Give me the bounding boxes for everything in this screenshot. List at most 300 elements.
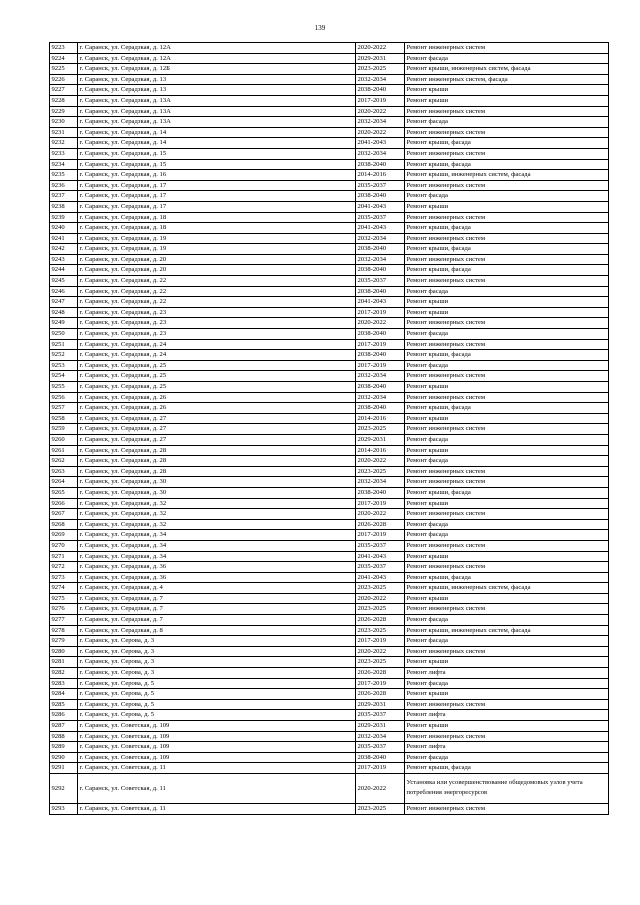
row-number: 9282 xyxy=(50,668,78,679)
table-row xyxy=(50,191,609,202)
table-row xyxy=(50,339,609,350)
row-number: 9240 xyxy=(50,223,78,234)
row-number: 9272 xyxy=(50,562,78,573)
period-cell: 2038-2040 xyxy=(356,244,405,255)
address-cell: г. Саранск, ул. Серадзкая, д. 27 xyxy=(78,413,356,424)
row-number: 9278 xyxy=(50,625,78,636)
period-cell: 2017-2019 xyxy=(356,95,405,106)
row-number: 9268 xyxy=(50,519,78,530)
address-cell: г. Саранск, ул. Серадзкая, д. 26 xyxy=(78,403,356,414)
work-type-cell: Ремонт крыши xyxy=(405,307,609,318)
table-row xyxy=(50,477,609,488)
work-type-cell: Ремонт фасада xyxy=(405,434,609,445)
period-cell: 2020-2022 xyxy=(356,593,405,604)
work-type-cell: Ремонт крыши xyxy=(405,657,609,668)
table-row xyxy=(50,286,609,297)
period-cell: 2035-2037 xyxy=(356,562,405,573)
table-row xyxy=(50,170,609,181)
address-cell: г. Саранск, ул. Серадзкая, д. 30 xyxy=(78,477,356,488)
row-number: 9243 xyxy=(50,254,78,265)
table-row xyxy=(50,615,609,626)
table-row xyxy=(50,509,609,520)
table-row xyxy=(50,731,609,742)
period-cell: 2032-2034 xyxy=(356,254,405,265)
row-number: 9265 xyxy=(50,487,78,498)
row-number: 9231 xyxy=(50,127,78,138)
period-cell: 2029-2031 xyxy=(356,721,405,732)
work-type-cell: Ремонт крыши, инженерных систем, фасада xyxy=(405,583,609,594)
work-type-cell: Ремонт инженерных систем xyxy=(405,392,609,403)
table-row xyxy=(50,678,609,689)
work-type-cell: Ремонт крыши, фасада xyxy=(405,572,609,583)
table-row xyxy=(50,803,609,814)
work-type-cell: Ремонт крыши, инженерных систем, фасада xyxy=(405,170,609,181)
table-row xyxy=(50,307,609,318)
row-number: 9241 xyxy=(50,233,78,244)
table-row xyxy=(50,413,609,424)
table-row xyxy=(50,668,609,679)
address-cell: г. Саранск, ул. Серадзкая, д. 4 xyxy=(78,583,356,594)
period-cell: 2038-2040 xyxy=(356,487,405,498)
work-type-cell: Ремонт лифта xyxy=(405,668,609,679)
row-number: 9252 xyxy=(50,350,78,361)
row-number: 9290 xyxy=(50,752,78,763)
address-cell: г. Саранск, ул. Серадзкая, д. 34 xyxy=(78,540,356,551)
table-row xyxy=(50,763,609,774)
row-number: 9256 xyxy=(50,392,78,403)
work-type-cell: Ремонт фасада xyxy=(405,329,609,340)
table-row xyxy=(50,519,609,530)
address-cell: г. Саранск, ул. Серадзкая, д. 16 xyxy=(78,170,356,181)
period-cell: 2029-2031 xyxy=(356,53,405,64)
work-type-cell: Ремонт крыши, фасада xyxy=(405,138,609,149)
row-number: 9280 xyxy=(50,646,78,657)
address-cell: г. Саранск, ул. Серова, д. 5 xyxy=(78,678,356,689)
address-cell: г. Саранск, ул. Серова, д. 3 xyxy=(78,668,356,679)
table-row xyxy=(50,466,609,477)
row-number: 9244 xyxy=(50,265,78,276)
table-row xyxy=(50,487,609,498)
row-number: 9275 xyxy=(50,593,78,604)
address-cell: г. Саранск, ул. Серадзкая, д. 24 xyxy=(78,339,356,350)
address-cell: г. Саранск, ул. Серадзкая, д. 7 xyxy=(78,615,356,626)
table-row xyxy=(50,752,609,763)
work-type-cell: Ремонт крыши xyxy=(405,721,609,732)
address-cell: г. Саранск, ул. Серадзкая, д. 19 xyxy=(78,244,356,255)
period-cell: 2038-2040 xyxy=(356,85,405,96)
table-row xyxy=(50,254,609,265)
period-cell: 2038-2040 xyxy=(356,752,405,763)
period-cell: 2014-2016 xyxy=(356,413,405,424)
address-cell: г. Саранск, ул. Серова, д. 3 xyxy=(78,657,356,668)
address-cell: г. Саранск, ул. Серова, д. 3 xyxy=(78,646,356,657)
period-cell: 2038-2040 xyxy=(356,159,405,170)
work-type-cell: Ремонт крыши xyxy=(405,297,609,308)
row-number: 9263 xyxy=(50,466,78,477)
address-cell: г. Саранск, ул. Серадзкая, д. 25 xyxy=(78,360,356,371)
table-row xyxy=(50,604,609,615)
address-cell: г. Саранск, ул. Серова, д. 5 xyxy=(78,689,356,700)
work-type-cell: Ремонт фасада xyxy=(405,615,609,626)
period-cell: 2032-2034 xyxy=(356,477,405,488)
row-number: 9249 xyxy=(50,318,78,329)
address-cell: г. Саранск, ул. Серадзкая, д. 18 xyxy=(78,212,356,223)
row-number: 9264 xyxy=(50,477,78,488)
table-row xyxy=(50,742,609,753)
table-row xyxy=(50,159,609,170)
address-cell: г. Саранск, ул. Серадзкая, д. 28 xyxy=(78,445,356,456)
row-number: 9246 xyxy=(50,286,78,297)
address-cell: г. Саранск, ул. Серова, д. 3 xyxy=(78,636,356,647)
table-row xyxy=(50,540,609,551)
work-type-cell: Ремонт инженерных систем xyxy=(405,276,609,287)
work-type-cell: Ремонт крыши xyxy=(405,445,609,456)
work-type-cell: Ремонт инженерных систем xyxy=(405,127,609,138)
row-number: 9261 xyxy=(50,445,78,456)
address-cell: г. Саранск, ул. Серова, д. 5 xyxy=(78,699,356,710)
address-cell: г. Саранск, ул. Серадзкая, д. 14 xyxy=(78,138,356,149)
table-row xyxy=(50,657,609,668)
period-cell: 2020-2022 xyxy=(356,43,405,54)
row-number: 9235 xyxy=(50,170,78,181)
address-cell: г. Саранск, ул. Серадзкая, д. 15 xyxy=(78,159,356,170)
work-type-cell: Ремонт инженерных систем xyxy=(405,106,609,117)
row-number: 9247 xyxy=(50,297,78,308)
work-type-cell: Ремонт инженерных систем xyxy=(405,731,609,742)
row-number: 9281 xyxy=(50,657,78,668)
table-row xyxy=(50,53,609,64)
period-cell: 2017-2019 xyxy=(356,530,405,541)
period-cell: 2017-2019 xyxy=(356,360,405,371)
table-row xyxy=(50,382,609,393)
period-cell: 2032-2034 xyxy=(356,148,405,159)
table-row xyxy=(50,297,609,308)
row-number: 9289 xyxy=(50,742,78,753)
address-cell: г. Саранск, ул. Серадзкая, д. 20 xyxy=(78,265,356,276)
table-row xyxy=(50,117,609,128)
work-type-cell: Ремонт крыши, фасада xyxy=(405,265,609,276)
row-number: 9248 xyxy=(50,307,78,318)
row-number: 9224 xyxy=(50,53,78,64)
row-number: 9228 xyxy=(50,95,78,106)
address-cell: г. Саранск, ул. Серадзкая, д. 34 xyxy=(78,551,356,562)
row-number: 9232 xyxy=(50,138,78,149)
address-cell: г. Саранск, ул. Серадзкая, д. 12А xyxy=(78,43,356,54)
table-row xyxy=(50,64,609,75)
address-cell: г. Саранск, ул. Серадзкая, д. 12А xyxy=(78,53,356,64)
address-cell: г. Саранск, ул. Серадзкая, д. 20 xyxy=(78,254,356,265)
address-cell: г. Саранск, ул. Серадзкая, д. 25 xyxy=(78,371,356,382)
row-number: 9259 xyxy=(50,424,78,435)
period-cell: 2026-2028 xyxy=(356,689,405,700)
table-row xyxy=(50,318,609,329)
work-type-cell: Ремонт фасада xyxy=(405,636,609,647)
work-type-cell: Ремонт фасада xyxy=(405,530,609,541)
period-cell: 2035-2037 xyxy=(356,212,405,223)
row-number: 9293 xyxy=(50,803,78,814)
table-row xyxy=(50,773,609,803)
work-type-cell: Ремонт инженерных систем xyxy=(405,803,609,814)
row-number: 9253 xyxy=(50,360,78,371)
table-row xyxy=(50,646,609,657)
table-row xyxy=(50,350,609,361)
table-row xyxy=(50,43,609,54)
work-type-cell: Ремонт инженерных систем xyxy=(405,254,609,265)
table-row xyxy=(50,276,609,287)
table-row xyxy=(50,551,609,562)
row-number: 9255 xyxy=(50,382,78,393)
address-cell: г. Саранск, ул. Серадзкая, д. 13А xyxy=(78,117,356,128)
row-number: 9274 xyxy=(50,583,78,594)
period-cell: 2035-2037 xyxy=(356,540,405,551)
period-cell: 2023-2025 xyxy=(356,657,405,668)
table-row xyxy=(50,445,609,456)
period-cell: 2032-2034 xyxy=(356,74,405,85)
period-cell: 2035-2037 xyxy=(356,742,405,753)
table-row xyxy=(50,180,609,191)
row-number: 9288 xyxy=(50,731,78,742)
period-cell: 2023-2025 xyxy=(356,583,405,594)
address-cell: г. Саранск, ул. Серадзкая, д. 13А xyxy=(78,95,356,106)
address-cell: г. Саранск, ул. Серадзкая, д. 19 xyxy=(78,233,356,244)
row-number: 9270 xyxy=(50,540,78,551)
period-cell: 2020-2022 xyxy=(356,127,405,138)
address-cell: г. Саранск, ул. Серадзкая, д. 27 xyxy=(78,424,356,435)
period-cell: 2029-2031 xyxy=(356,699,405,710)
address-cell: г. Саранск, ул. Серадзкая, д. 26 xyxy=(78,392,356,403)
period-cell: 2041-2043 xyxy=(356,223,405,234)
table-row xyxy=(50,106,609,117)
work-type-cell: Ремонт инженерных систем xyxy=(405,148,609,159)
work-type-cell: Ремонт крыши, фасада xyxy=(405,350,609,361)
period-cell: 2035-2037 xyxy=(356,180,405,191)
period-cell: 2026-2028 xyxy=(356,615,405,626)
work-type-cell: Ремонт крыши xyxy=(405,593,609,604)
work-type-cell: Ремонт инженерных систем xyxy=(405,540,609,551)
period-cell: 2032-2034 xyxy=(356,233,405,244)
work-type-cell: Ремонт крыши xyxy=(405,689,609,700)
work-type-cell: Ремонт крыши, фасада xyxy=(405,244,609,255)
work-type-cell: Ремонт фасада xyxy=(405,53,609,64)
address-cell: г. Саранск, ул. Серадзкая, д. 7 xyxy=(78,593,356,604)
work-type-cell: Ремонт фасада xyxy=(405,456,609,467)
table-row xyxy=(50,689,609,700)
address-cell: г. Саранск, ул. Серадзкая, д. 22 xyxy=(78,297,356,308)
address-cell: г. Саранск, ул. Серадзкая, д. 23 xyxy=(78,318,356,329)
row-number: 9223 xyxy=(50,43,78,54)
address-cell: г. Саранск, ул. Советская, д. 109 xyxy=(78,731,356,742)
period-cell: 2041-2043 xyxy=(356,201,405,212)
address-cell: г. Саранск, ул. Серадзкая, д. 28 xyxy=(78,456,356,467)
address-cell: г. Саранск, ул. Серова, д. 5 xyxy=(78,710,356,721)
table-row xyxy=(50,233,609,244)
address-cell: г. Саранск, ул. Серадзкая, д. 32 xyxy=(78,519,356,530)
work-type-cell: Ремонт крыши, фасада xyxy=(405,403,609,414)
work-type-cell: Ремонт фасада xyxy=(405,752,609,763)
row-number: 9257 xyxy=(50,403,78,414)
work-type-cell: Ремонт лифта xyxy=(405,742,609,753)
row-number: 9237 xyxy=(50,191,78,202)
row-number: 9225 xyxy=(50,64,78,75)
period-cell: 2041-2043 xyxy=(356,551,405,562)
address-cell: г. Саранск, ул. Советская, д. 11 xyxy=(78,803,356,814)
period-cell: 2038-2040 xyxy=(356,350,405,361)
period-cell: 2020-2022 xyxy=(356,318,405,329)
table-body xyxy=(50,43,609,815)
period-cell: 2020-2022 xyxy=(356,106,405,117)
row-number: 9266 xyxy=(50,498,78,509)
row-number: 9226 xyxy=(50,74,78,85)
address-cell: г. Саранск, ул. Серадзкая, д. 23 xyxy=(78,307,356,318)
row-number: 9234 xyxy=(50,159,78,170)
row-number: 9260 xyxy=(50,434,78,445)
address-cell: г. Саранск, ул. Серадзкая, д. 32 xyxy=(78,509,356,520)
period-cell: 2017-2019 xyxy=(356,339,405,350)
table-row xyxy=(50,530,609,541)
work-type-cell: Ремонт инженерных систем xyxy=(405,43,609,54)
work-type-cell: Ремонт инженерных систем xyxy=(405,212,609,223)
work-type-cell: Ремонт крыши, инженерных систем, фасада xyxy=(405,64,609,75)
period-cell: 2023-2025 xyxy=(356,466,405,477)
address-cell: г. Саранск, ул. Серадзкая, д. 36 xyxy=(78,572,356,583)
table-row xyxy=(50,403,609,414)
row-number: 9242 xyxy=(50,244,78,255)
table-row xyxy=(50,498,609,509)
address-cell: г. Саранск, ул. Серадзкая, д. 15 xyxy=(78,148,356,159)
address-cell: г. Саранск, ул. Серадзкая, д. 17 xyxy=(78,191,356,202)
table-row xyxy=(50,371,609,382)
row-number: 9229 xyxy=(50,106,78,117)
row-number: 9285 xyxy=(50,699,78,710)
period-cell: 2041-2043 xyxy=(356,138,405,149)
work-type-cell: Ремонт инженерных систем xyxy=(405,477,609,488)
work-type-cell: Ремонт инженерных систем, фасада xyxy=(405,74,609,85)
address-cell: г. Саранск, ул. Советская, д. 11 xyxy=(78,763,356,774)
address-cell: г. Саранск, ул. Серадзкая, д. 34 xyxy=(78,530,356,541)
work-type-cell: Ремонт крыши, фасада xyxy=(405,223,609,234)
work-type-cell: Ремонт инженерных систем xyxy=(405,466,609,477)
address-cell: г. Саранск, ул. Серадзкая, д. 23 xyxy=(78,329,356,340)
work-type-cell: Ремонт фасада xyxy=(405,360,609,371)
row-number: 9227 xyxy=(50,85,78,96)
address-cell: г. Саранск, ул. Серадзкая, д. 17 xyxy=(78,180,356,191)
period-cell: 2023-2025 xyxy=(356,604,405,615)
work-type-cell: Ремонт фасада xyxy=(405,286,609,297)
period-cell: 2032-2034 xyxy=(356,371,405,382)
period-cell: 2038-2040 xyxy=(356,403,405,414)
row-number: 9287 xyxy=(50,721,78,732)
address-cell: г. Саранск, ул. Серадзкая, д. 12Б xyxy=(78,64,356,75)
address-cell: г. Саранск, ул. Серадзкая, д. 18 xyxy=(78,223,356,234)
table-row xyxy=(50,74,609,85)
work-type-cell: Ремонт крыши, инженерных систем, фасада xyxy=(405,625,609,636)
page-number: 139 xyxy=(314,24,326,32)
address-cell: г. Саранск, ул. Серадзкая, д. 25 xyxy=(78,382,356,393)
row-number: 9269 xyxy=(50,530,78,541)
work-type-cell: Установка или усовершенствование общедомовых узлов учета потребления энергоресурсов xyxy=(405,773,609,803)
period-cell: 2017-2019 xyxy=(356,636,405,647)
table-row xyxy=(50,710,609,721)
work-type-cell: Ремонт крыши xyxy=(405,413,609,424)
period-cell: 2020-2022 xyxy=(356,646,405,657)
address-cell: г. Саранск, ул. Советская, д. 109 xyxy=(78,752,356,763)
work-type-cell: Ремонт инженерных систем xyxy=(405,509,609,520)
period-cell: 2038-2040 xyxy=(356,191,405,202)
row-number: 9279 xyxy=(50,636,78,647)
row-number: 9284 xyxy=(50,689,78,700)
work-type-cell: Ремонт инженерных систем xyxy=(405,371,609,382)
row-number: 9258 xyxy=(50,413,78,424)
table-row xyxy=(50,572,609,583)
period-cell: 2026-2028 xyxy=(356,519,405,530)
table-row xyxy=(50,201,609,212)
table-row xyxy=(50,85,609,96)
address-cell: г. Саранск, ул. Серадзкая, д. 13А xyxy=(78,106,356,117)
row-number: 9230 xyxy=(50,117,78,128)
table-row xyxy=(50,699,609,710)
address-cell: г. Саранск, ул. Серадзкая, д. 36 xyxy=(78,562,356,573)
address-cell: г. Саранск, ул. Серадзкая, д. 7 xyxy=(78,604,356,615)
period-cell: 2035-2037 xyxy=(356,710,405,721)
address-cell: г. Саранск, ул. Советская, д. 109 xyxy=(78,721,356,732)
row-number: 9283 xyxy=(50,678,78,689)
period-cell: 2032-2034 xyxy=(356,392,405,403)
period-cell: 2017-2019 xyxy=(356,307,405,318)
period-cell: 2023-2025 xyxy=(356,803,405,814)
table-row xyxy=(50,562,609,573)
table-row xyxy=(50,223,609,234)
row-number: 9245 xyxy=(50,276,78,287)
work-type-cell: Ремонт лифта xyxy=(405,710,609,721)
period-cell: 2014-2016 xyxy=(356,170,405,181)
period-cell: 2032-2034 xyxy=(356,117,405,128)
row-number: 9286 xyxy=(50,710,78,721)
table-row xyxy=(50,434,609,445)
work-type-cell: Ремонт крыши, фасада xyxy=(405,487,609,498)
work-type-cell: Ремонт крыши xyxy=(405,201,609,212)
row-number: 9233 xyxy=(50,148,78,159)
address-cell: г. Саранск, ул. Серадзкая, д. 32 xyxy=(78,498,356,509)
table-row xyxy=(50,625,609,636)
address-cell: г. Саранск, ул. Серадзкая, д. 27 xyxy=(78,434,356,445)
row-number: 9239 xyxy=(50,212,78,223)
table-row xyxy=(50,244,609,255)
address-cell: г. Саранск, ул. Советская, д. 11 xyxy=(78,773,356,803)
address-cell: г. Саранск, ул. Серадзкая, д. 22 xyxy=(78,286,356,297)
row-number: 9276 xyxy=(50,604,78,615)
table-row xyxy=(50,360,609,371)
period-cell: 2017-2019 xyxy=(356,498,405,509)
work-type-cell: Ремонт фасада xyxy=(405,117,609,128)
address-cell: г. Саранск, ул. Серадзкая, д. 28 xyxy=(78,466,356,477)
work-type-cell: Ремонт крыши xyxy=(405,498,609,509)
period-cell: 2038-2040 xyxy=(356,286,405,297)
row-number: 9292 xyxy=(50,773,78,803)
table-row xyxy=(50,212,609,223)
row-number: 9254 xyxy=(50,371,78,382)
period-cell: 2023-2025 xyxy=(356,625,405,636)
period-cell: 2026-2028 xyxy=(356,668,405,679)
table-row xyxy=(50,721,609,732)
period-cell: 2038-2040 xyxy=(356,265,405,276)
work-type-cell: Ремонт инженерных систем xyxy=(405,233,609,244)
table-row xyxy=(50,265,609,276)
work-type-cell: Ремонт инженерных систем xyxy=(405,699,609,710)
period-cell: 2038-2040 xyxy=(356,329,405,340)
work-type-cell: Ремонт фасада xyxy=(405,519,609,530)
period-cell: 2020-2022 xyxy=(356,509,405,520)
work-type-cell: Ремонт инженерных систем xyxy=(405,424,609,435)
